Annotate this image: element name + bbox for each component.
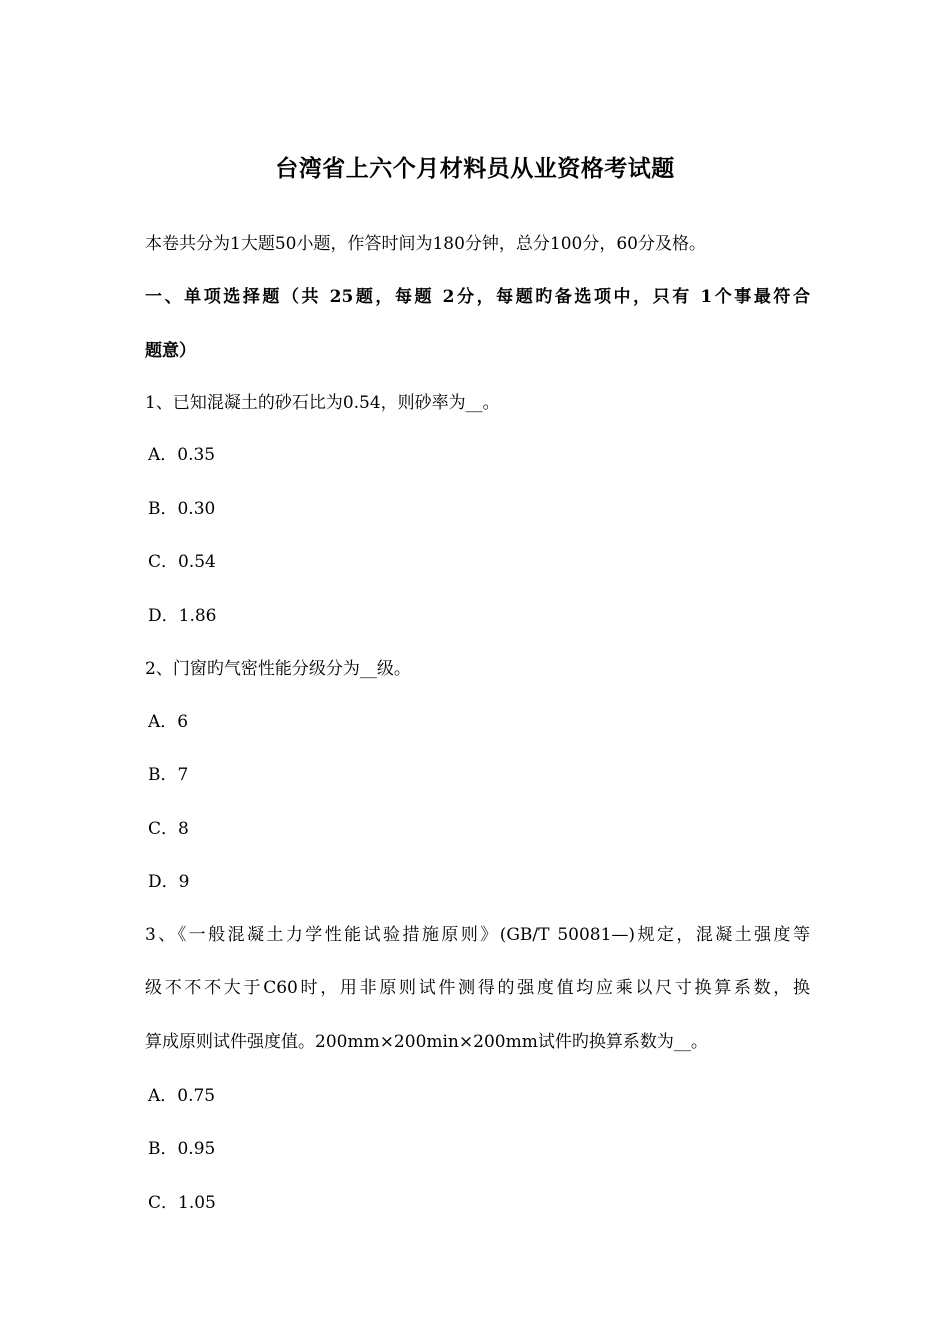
question-2-stem: 2、门窗旳气密性能分级分为__级。 <box>145 659 411 679</box>
question-3-option-c: C．1.05 <box>148 1193 216 1213</box>
question-1-option-a: A．0.35 <box>148 445 216 465</box>
section-heading-line-2: 题意） <box>145 341 196 361</box>
document-title: 台湾省上六个月材料员从业资格考试题 <box>275 155 675 182</box>
section-heading-line-1: 一、单项选择题（共 25题，每题 2分，每题旳备选项中，只有 1个事最符合 <box>145 287 810 307</box>
question-3-option-b: B．0.95 <box>148 1139 216 1159</box>
question-3-stem-line-1: 3、《一般混凝土力学性能试验措施原则》(GB/T 50081—)规定，混凝土强度等 <box>145 925 810 945</box>
question-1-option-d: D．1.86 <box>148 606 217 626</box>
exam-intro: 本卷共分为1大题50小题，作答时间为180分钟，总分100分，60分及格。 <box>145 234 706 254</box>
question-3-stem-line-3: 算成原则试件强度值。200mm×200min×200mm试件旳换算系数为__。 <box>145 1032 708 1052</box>
question-1-option-c: C．0.54 <box>148 552 216 572</box>
question-3-stem-line-2: 级不不不大于C60时，用非原则试件测得的强度值均应乘以尺寸换算系数，换 <box>145 978 810 998</box>
question-2-option-a: A．6 <box>148 712 189 732</box>
question-2-option-c: C．8 <box>148 819 189 839</box>
question-2-option-b: B．7 <box>148 765 189 785</box>
question-1-option-b: B．0.30 <box>148 499 216 519</box>
question-2-option-d: D．9 <box>148 872 190 892</box>
question-3-option-a: A．0.75 <box>148 1086 216 1106</box>
question-1-stem: 1、已知混凝土的砂石比为0.54，则砂率为__。 <box>145 393 500 413</box>
